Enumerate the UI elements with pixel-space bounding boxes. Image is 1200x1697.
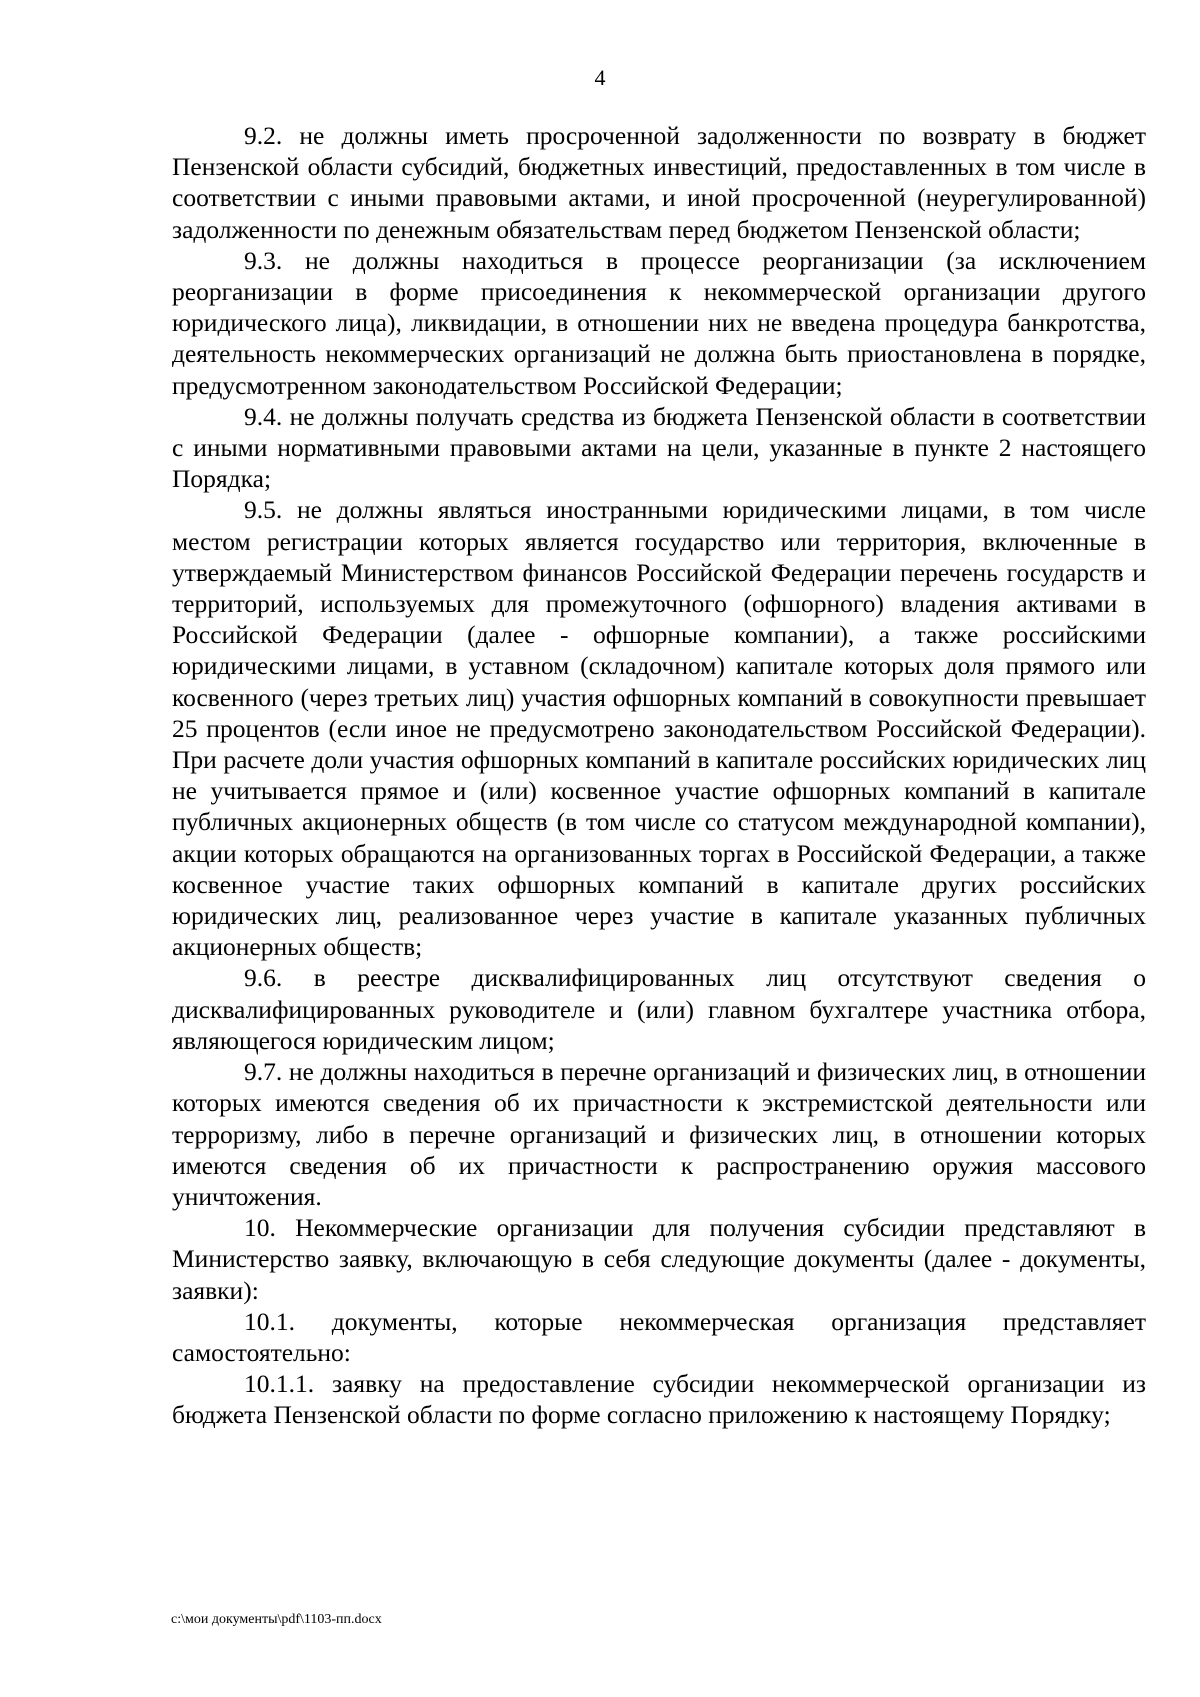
paragraph-10: 10. Некоммерческие организации для получения субсидии представляют в Министерство заявку, включающую в себя следующие документы (далее - документы, заявки): — [172, 1213, 1146, 1305]
document-body — [172, 120, 1146, 1431]
paragraph-9-5: 9.5. не должны являться иностранными юридическими лицами, в том числе местом регистрации которых является государство или территория, включенные в утверждаемый Министерством финансов Российской Федерации перечень государств и территорий, используемых для промежуточного (офшорного) владения активами в Российской Федерации (далее - офшорные компании), а также российскими юридическими лицами, в уставном (складочном) капитале которых доля прямого или косвенного (через третьих лиц) участия офшорных компаний в совокупности превышает 25 процентов (если иное не предусмотрено законодательством Российской Федерации). При расчете доли участия офшорных компаний в капитале российских юридических лиц не учитывается прямое и (или) косвенное участие офшорных компаний в капитале публичных акционерных обществ (в том числе со статусом международной компании), акции которых обращаются на организованных торгах в Российской Федерации, а также косвенное участие таких офшорных компаний в капитале других российских юридических лиц, реализованное через участие в капитале указанных публичных акционерных обществ; — [172, 495, 1146, 962]
paragraph-9-2: 9.2. не должны иметь просроченной задолженности по возврату в бюджет Пензенской области субсидий, бюджетных инвестиций, предоставленных в том числе в соответствии с иными правовыми актами, и иной просроченной (неурегулированной) задолженности по денежным обязательствам перед бюджетом Пензенской области; — [172, 121, 1146, 244]
paragraph-9-7: 9.7. не должны находиться в перечне организаций и физических лиц, в отношении которых имеются сведения об их причастности к экстремистской деятельности или терроризму, либо в перечне организаций и физических лиц, в отношении которых имеются сведения об их причастности к распространению оружия массового уничтожения. — [172, 1057, 1146, 1211]
footer-file-path: c:\мои документы\pdf\1103-пп.docx — [171, 1612, 382, 1627]
paragraph-10-1-1: 10.1.1. заявку на предоставление субсидии некоммерческой организации из бюджета Пензенской области по форме согласно приложению к настоящему Порядку; — [172, 1369, 1146, 1430]
paragraph-9-3: 9.3. не должны находиться в процессе реорганизации (за исключением реорганизации в форме присоединения к некоммерческой организации другого юридического лица), ликвидации, в отношении них не введена процедура банкротства, деятельность некоммерческих организаций не должна быть приостановлена в порядке, предусмотренном законодательством Российской Федерации; — [172, 245, 1146, 400]
paragraph-9-4: 9.4. не должны получать средства из бюджета Пензенской области в соответствии с иными нормативными правовыми актами на цели, указанные в пункте 2 настоящего Порядка; — [172, 401, 1146, 494]
paragraph-9-6: 9.6. в реестре дисквалифицированных лиц отсутствуют сведения о дисквалифицированных руководителе и (или) главном бухгалтере участника отбора, являющегося юридическим лицом; — [172, 963, 1146, 1055]
paragraph-10-1: 10.1. документы, которые некоммерческая организация представляет самостоятельно: — [172, 1306, 1146, 1367]
page-number: 4 — [594, 65, 606, 90]
